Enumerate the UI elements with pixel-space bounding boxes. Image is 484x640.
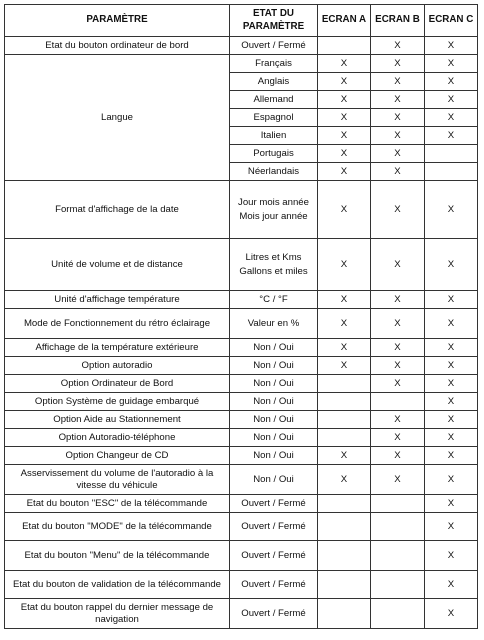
ecran-c-mark [425, 163, 478, 181]
ecran-c-mark: X [425, 571, 478, 599]
parameter-table [4, 4, 478, 629]
parameter-cell: Option autoradio [5, 357, 230, 375]
ecran-a-mark [318, 375, 371, 393]
ecran-c-mark: X [425, 495, 478, 513]
table-row [5, 55, 478, 73]
ecran-b-mark: X [371, 447, 425, 465]
state-value: Non / Oui [253, 413, 294, 425]
ecran-c-mark: X [425, 291, 478, 309]
state-cell [230, 145, 318, 163]
parameter-cell: Option Système de guidage embarqué [5, 393, 230, 411]
state-cell [230, 109, 318, 127]
table-row [5, 339, 478, 357]
state-cell [230, 375, 318, 393]
parameter-cell: Etat du bouton "Menu" de la télécommande [5, 541, 230, 571]
ecran-b-mark: X [371, 291, 425, 309]
parameter-cell: Etat du bouton rappel du dernier message de navigation [5, 599, 230, 629]
table-row [5, 411, 478, 429]
ecran-b-mark: X [371, 309, 425, 339]
state-cell [230, 541, 318, 571]
ecran-b-mark: X [371, 127, 425, 145]
ecran-c-mark [425, 145, 478, 163]
state-cell [230, 291, 318, 309]
state-value: Non / Oui [253, 395, 294, 407]
state-value: Ouvert / Fermé [241, 578, 306, 590]
ecran-a-mark: X [318, 163, 371, 181]
ecran-b-mark: X [371, 91, 425, 109]
ecran-b-mark: X [371, 357, 425, 375]
ecran-c-mark: X [425, 429, 478, 447]
ecran-c-mark: X [425, 465, 478, 495]
state-value: Non / Oui [253, 431, 294, 443]
ecran-a-mark: X [318, 91, 371, 109]
state-value: Ouvert / Fermé [241, 520, 306, 532]
ecran-c-mark: X [425, 127, 478, 145]
state-value: Ouvert / Fermé [241, 549, 306, 561]
ecran-b-mark: X [371, 465, 425, 495]
table-row [5, 239, 478, 291]
table-row [5, 291, 478, 309]
table-row [5, 37, 478, 55]
parameter-cell: Mode de Fonctionnement du rétro éclairage [5, 309, 230, 339]
header-row [5, 5, 478, 37]
parameter-cell: Etat du bouton "ESC" de la télécommande [5, 495, 230, 513]
table-row [5, 599, 478, 629]
table-row [5, 495, 478, 513]
state-cell [230, 127, 318, 145]
state-value: Non / Oui [253, 377, 294, 389]
ecran-a-mark [318, 513, 371, 541]
state-cell [230, 91, 318, 109]
state-value: Italien [260, 129, 287, 141]
state-cell [230, 571, 318, 599]
header-ecran-c: ECRAN C [425, 5, 478, 37]
state-cell [230, 181, 318, 239]
ecran-a-mark [318, 571, 371, 599]
state-value: Néerlandais [247, 165, 300, 177]
ecran-b-mark: X [371, 411, 425, 429]
ecran-b-mark: X [371, 375, 425, 393]
ecran-a-mark: X [318, 357, 371, 375]
state-cell [230, 309, 318, 339]
ecran-a-mark [318, 37, 371, 55]
ecran-b-mark [371, 513, 425, 541]
ecran-b-mark: X [371, 163, 425, 181]
state-value: Non / Oui [253, 341, 294, 353]
ecran-c-mark: X [425, 309, 478, 339]
table-row [5, 429, 478, 447]
table-row [5, 571, 478, 599]
state-value: Non / Oui [253, 359, 294, 371]
state-cell [230, 495, 318, 513]
parameter-cell: Option Changeur de CD [5, 447, 230, 465]
header-etat-du-parametre: ETAT DU PARAMÈTRE [230, 5, 318, 37]
ecran-b-mark: X [371, 109, 425, 127]
state-cell [230, 163, 318, 181]
ecran-c-mark: X [425, 55, 478, 73]
state-cell [230, 37, 318, 55]
ecran-a-mark: X [318, 109, 371, 127]
ecran-a-mark [318, 541, 371, 571]
parameter-cell: Affichage de la température extérieure [5, 339, 230, 357]
state-value: Espagnol [253, 111, 294, 123]
ecran-b-mark: X [371, 73, 425, 91]
ecran-c-mark: X [425, 393, 478, 411]
parameter-cell: Etat du bouton ordinateur de bord [5, 37, 230, 55]
header-ecran-b: ECRAN B [371, 5, 425, 37]
state-value: Ouvert / Fermé [241, 39, 306, 51]
parameter-cell: Asservissement du volume de l'autoradio à la vitesse du véhicule [5, 465, 230, 495]
state-cell [230, 411, 318, 429]
state-value: Ouvert / Fermé [241, 607, 306, 619]
state-cell [230, 55, 318, 73]
state-cell [230, 239, 318, 291]
ecran-a-mark: X [318, 55, 371, 73]
parameter-cell: Option Autoradio-téléphone [5, 429, 230, 447]
ecran-b-mark: X [371, 145, 425, 163]
state-value: Anglais [257, 75, 290, 87]
parameter-cell: Option Ordinateur de Bord [5, 375, 230, 393]
ecran-b-mark: X [371, 239, 425, 291]
state-value: Français [255, 57, 292, 69]
ecran-a-mark: X [318, 239, 371, 291]
table-row [5, 513, 478, 541]
table-row [5, 465, 478, 495]
state-cell [230, 393, 318, 411]
parameter-cell: Format d'affichage de la date [5, 181, 230, 239]
table-row [5, 181, 478, 239]
header-parametre: PARAMÈTRE [5, 5, 230, 37]
ecran-b-mark [371, 495, 425, 513]
state-value: Litres et Kms [245, 251, 302, 263]
ecran-c-mark: X [425, 181, 478, 239]
ecran-c-mark: X [425, 411, 478, 429]
ecran-b-mark: X [371, 339, 425, 357]
state-value: °C / °F [259, 293, 288, 305]
ecran-c-mark: X [425, 357, 478, 375]
ecran-a-mark: X [318, 145, 371, 163]
ecran-a-mark: X [318, 309, 371, 339]
state-value: Jour mois année [238, 196, 309, 208]
state-cell [230, 513, 318, 541]
ecran-b-mark [371, 571, 425, 599]
ecran-c-mark: X [425, 239, 478, 291]
ecran-b-mark [371, 393, 425, 411]
ecran-a-mark: X [318, 181, 371, 239]
table-row [5, 357, 478, 375]
ecran-a-mark: X [318, 73, 371, 91]
table-row [5, 541, 478, 571]
state-cell [230, 599, 318, 629]
ecran-b-mark: X [371, 429, 425, 447]
ecran-a-mark: X [318, 291, 371, 309]
state-value: Mois jour année [239, 210, 308, 222]
table-row [5, 393, 478, 411]
state-value: Valeur en % [247, 317, 300, 329]
ecran-b-mark: X [371, 55, 425, 73]
table-row [5, 375, 478, 393]
ecran-c-mark: X [425, 37, 478, 55]
state-cell [230, 429, 318, 447]
state-value: Allemand [253, 93, 294, 105]
header-ecran-a: ECRAN A [318, 5, 371, 37]
state-cell [230, 339, 318, 357]
ecran-c-mark: X [425, 599, 478, 629]
state-value: Portugais [253, 147, 294, 159]
parameter-cell: Etat du bouton "MODE" de la télécommande [5, 513, 230, 541]
state-cell [230, 357, 318, 375]
state-cell [230, 73, 318, 91]
parameter-cell: Option Aide au Stationnement [5, 411, 230, 429]
ecran-a-mark: X [318, 465, 371, 495]
ecran-c-mark: X [425, 447, 478, 465]
ecran-a-mark [318, 393, 371, 411]
ecran-c-mark: X [425, 339, 478, 357]
ecran-a-mark [318, 411, 371, 429]
parameter-cell: Langue [5, 55, 230, 181]
ecran-a-mark: X [318, 447, 371, 465]
state-value: Non / Oui [253, 449, 294, 461]
ecran-c-mark: X [425, 541, 478, 571]
table-row [5, 309, 478, 339]
state-value: Non / Oui [253, 473, 294, 485]
ecran-b-mark [371, 541, 425, 571]
table-row [5, 447, 478, 465]
state-value: Ouvert / Fermé [241, 497, 306, 509]
state-cell [230, 465, 318, 495]
parameter-cell: Etat du bouton de validation de la télécommande [5, 571, 230, 599]
ecran-c-mark: X [425, 73, 478, 91]
ecran-c-mark: X [425, 91, 478, 109]
ecran-c-mark: X [425, 375, 478, 393]
ecran-b-mark [371, 599, 425, 629]
ecran-a-mark [318, 599, 371, 629]
state-value: Gallons et miles [239, 265, 308, 277]
parameter-cell: Unité d'affichage température [5, 291, 230, 309]
ecran-c-mark: X [425, 109, 478, 127]
ecran-c-mark: X [425, 513, 478, 541]
ecran-a-mark [318, 429, 371, 447]
ecran-a-mark: X [318, 127, 371, 145]
ecran-b-mark: X [371, 37, 425, 55]
ecran-a-mark [318, 495, 371, 513]
ecran-b-mark: X [371, 181, 425, 239]
state-cell [230, 447, 318, 465]
parameter-cell: Unité de volume et de distance [5, 239, 230, 291]
ecran-a-mark: X [318, 339, 371, 357]
